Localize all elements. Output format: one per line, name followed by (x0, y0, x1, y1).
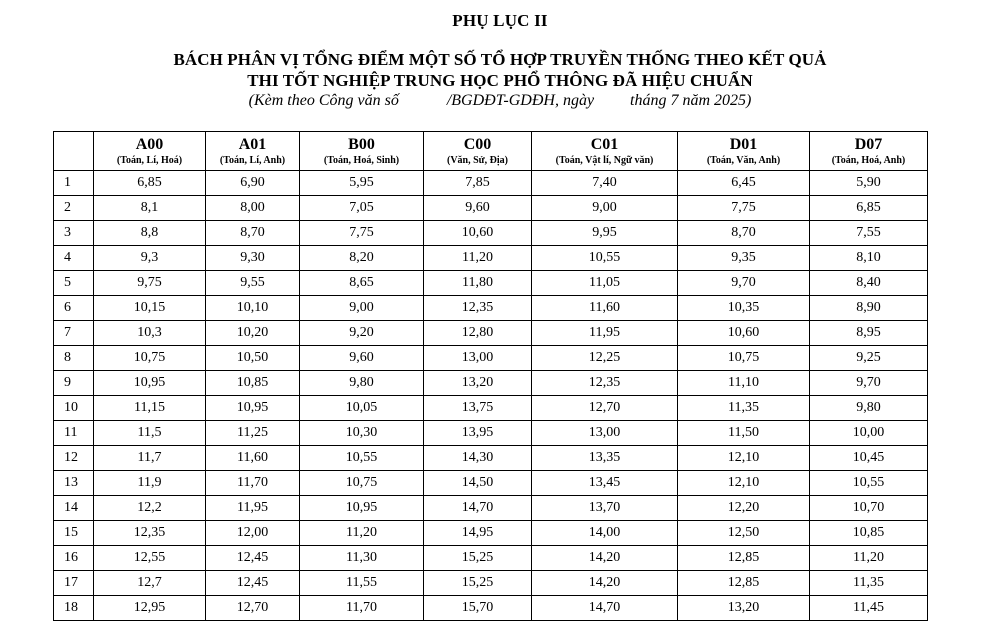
score-cell: 11,50 (678, 421, 810, 446)
score-cell: 11,20 (424, 246, 532, 271)
table-row (54, 196, 928, 221)
header-cell (206, 132, 300, 171)
score-cell: 10,10 (206, 296, 300, 321)
score-cell: 8,20 (300, 246, 424, 271)
score-cell: 10,15 (94, 296, 206, 321)
score-cell: 5,90 (810, 171, 928, 196)
score-cell: 13,70 (532, 496, 678, 521)
score-cell: 11,20 (300, 521, 424, 546)
appendix-title: PHỤ LỤC II (452, 11, 548, 30)
rank-cell: 12 (54, 446, 94, 471)
score-cell: 13,00 (424, 346, 532, 371)
table-row (54, 546, 928, 571)
score-cell: 9,00 (532, 196, 678, 221)
rank-cell: 18 (54, 596, 94, 621)
score-cell: 12,00 (206, 521, 300, 546)
rank-cell: 11 (54, 421, 94, 446)
score-cell: 12,55 (94, 546, 206, 571)
rank-cell: 14 (54, 496, 94, 521)
score-cell: 12,25 (532, 346, 678, 371)
score-cell: 11,25 (206, 421, 300, 446)
document-subtitle: (Kèm theo Công văn số /BGDĐT-GDĐH, ngày tháng 7 năm 2025) (248, 92, 752, 109)
score-cell: 11,70 (206, 471, 300, 496)
score-cell: 9,60 (300, 346, 424, 371)
score-cell: 6,90 (206, 171, 300, 196)
score-cell: 10,3 (94, 321, 206, 346)
rank-cell: 2 (54, 196, 94, 221)
score-cell: 13,45 (532, 471, 678, 496)
score-cell: 10,85 (810, 521, 928, 546)
combination-code: C01 (590, 135, 619, 153)
score-cell: 12,35 (94, 521, 206, 546)
rank-cell: 15 (54, 521, 94, 546)
score-cell: 12,80 (424, 321, 532, 346)
score-cell: 9,95 (532, 221, 678, 246)
score-cell: 10,30 (300, 421, 424, 446)
score-cell: 9,00 (300, 296, 424, 321)
score-cell: 8,65 (300, 271, 424, 296)
score-cell: 11,20 (810, 546, 928, 571)
score-cell: 8,90 (810, 296, 928, 321)
main-title-line-1: BÁCH PHÂN VỊ TỔNG ĐIỂM MỘT SỐ TỔ HỢP TRUYỀN THỐNG THEO KẾT QUẢ (173, 50, 827, 69)
score-cell: 11,35 (678, 396, 810, 421)
score-cell: 11,5 (94, 421, 206, 446)
score-cell: 12,85 (678, 571, 810, 596)
score-cell: 11,95 (206, 496, 300, 521)
score-cell: 9,60 (424, 196, 532, 221)
score-cell: 8,40 (810, 271, 928, 296)
score-cell: 10,00 (810, 421, 928, 446)
main-title-line-2: THI TỐT NGHIỆP TRUNG HỌC PHỔ THÔNG ĐÃ HIỆU CHUẨN (247, 71, 753, 90)
combination-code: B00 (348, 135, 375, 153)
table-row (54, 271, 928, 296)
score-cell: 10,95 (300, 496, 424, 521)
score-cell: 11,60 (206, 446, 300, 471)
score-cell: 8,70 (678, 221, 810, 246)
table-row (54, 296, 928, 321)
score-cell: 7,75 (300, 221, 424, 246)
score-cell: 8,8 (94, 221, 206, 246)
percentile-table (53, 131, 928, 621)
score-cell: 12,2 (94, 496, 206, 521)
score-cell: 13,35 (532, 446, 678, 471)
score-cell: 8,95 (810, 321, 928, 346)
header-cell (424, 132, 532, 171)
table-row (54, 396, 928, 421)
rank-cell: 10 (54, 396, 94, 421)
table-row (54, 246, 928, 271)
score-cell: 5,95 (300, 171, 424, 196)
table-row (54, 471, 928, 496)
rank-cell: 7 (54, 321, 94, 346)
score-cell: 12,10 (678, 471, 810, 496)
combination-subjects: (Toán, Lí, Hoá) (116, 154, 183, 166)
score-cell: 10,70 (810, 496, 928, 521)
combination-subjects: (Toán, Vật lí, Ngữ văn) (555, 154, 654, 166)
table-row (54, 321, 928, 346)
combination-subjects: (Toán, Lí, Anh) (219, 154, 286, 166)
rank-cell: 6 (54, 296, 94, 321)
table-row (54, 596, 928, 621)
header-cell (810, 132, 928, 171)
table-header (54, 132, 928, 171)
score-cell: 14,20 (532, 571, 678, 596)
header-rank-cell (54, 132, 94, 171)
score-cell: 14,30 (424, 446, 532, 471)
score-cell: 10,75 (94, 346, 206, 371)
table-row (54, 371, 928, 396)
table-row (54, 346, 928, 371)
header-cell (678, 132, 810, 171)
rank-cell: 3 (54, 221, 94, 246)
score-cell: 8,70 (206, 221, 300, 246)
table-row (54, 496, 928, 521)
combination-code: A01 (238, 135, 267, 153)
score-cell: 12,7 (94, 571, 206, 596)
score-cell: 10,55 (300, 446, 424, 471)
score-cell: 7,05 (300, 196, 424, 221)
score-cell: 8,1 (94, 196, 206, 221)
table-row (54, 171, 928, 196)
score-cell: 10,85 (206, 371, 300, 396)
score-cell: 10,05 (300, 396, 424, 421)
score-cell: 11,7 (94, 446, 206, 471)
score-cell: 10,55 (532, 246, 678, 271)
combination-code: C00 (463, 135, 492, 153)
score-cell: 10,75 (678, 346, 810, 371)
score-cell: 14,95 (424, 521, 532, 546)
score-cell: 12,35 (532, 371, 678, 396)
score-cell: 9,70 (678, 271, 810, 296)
score-cell: 12,45 (206, 571, 300, 596)
rank-cell: 17 (54, 571, 94, 596)
score-cell: 9,3 (94, 246, 206, 271)
score-cell: 6,45 (678, 171, 810, 196)
combination-subjects: (Toán, Hoá, Sinh) (323, 154, 400, 166)
score-cell: 11,55 (300, 571, 424, 596)
score-cell: 12,85 (678, 546, 810, 571)
table-row (54, 221, 928, 246)
score-cell: 10,55 (810, 471, 928, 496)
score-cell: 9,70 (810, 371, 928, 396)
score-cell: 8,10 (810, 246, 928, 271)
score-cell: 14,70 (532, 596, 678, 621)
score-cell: 12,20 (678, 496, 810, 521)
combination-code: D07 (854, 135, 883, 153)
score-cell: 11,30 (300, 546, 424, 571)
header-cell (300, 132, 424, 171)
score-cell: 13,00 (532, 421, 678, 446)
score-cell: 13,75 (424, 396, 532, 421)
score-cell: 15,25 (424, 546, 532, 571)
score-cell: 9,80 (810, 396, 928, 421)
score-cell: 11,60 (532, 296, 678, 321)
score-cell: 7,55 (810, 221, 928, 246)
rank-cell: 9 (54, 371, 94, 396)
table-row (54, 421, 928, 446)
score-cell: 13,20 (424, 371, 532, 396)
score-cell: 10,95 (94, 371, 206, 396)
score-cell: 7,85 (424, 171, 532, 196)
table-row (54, 571, 928, 596)
table-row (54, 446, 928, 471)
score-cell: 11,95 (532, 321, 678, 346)
score-cell: 11,15 (94, 396, 206, 421)
score-cell: 9,25 (810, 346, 928, 371)
score-cell: 12,45 (206, 546, 300, 571)
table-row (54, 521, 928, 546)
combination-subjects: (Toán, Hoá, Anh) (831, 154, 906, 166)
score-cell: 9,35 (678, 246, 810, 271)
combination-subjects: (Toán, Văn, Anh) (706, 154, 781, 166)
score-cell: 7,75 (678, 196, 810, 221)
header-row (54, 132, 928, 171)
score-cell: 8,00 (206, 196, 300, 221)
score-cell: 11,70 (300, 596, 424, 621)
score-cell: 9,80 (300, 371, 424, 396)
rank-cell: 13 (54, 471, 94, 496)
rank-cell: 16 (54, 546, 94, 571)
score-cell: 9,75 (94, 271, 206, 296)
score-cell: 11,9 (94, 471, 206, 496)
score-cell: 9,30 (206, 246, 300, 271)
score-cell: 10,50 (206, 346, 300, 371)
score-cell: 7,40 (532, 171, 678, 196)
score-cell: 12,70 (532, 396, 678, 421)
score-cell: 11,80 (424, 271, 532, 296)
score-cell: 10,20 (206, 321, 300, 346)
score-cell: 11,35 (810, 571, 928, 596)
score-cell: 11,45 (810, 596, 928, 621)
score-cell: 6,85 (810, 196, 928, 221)
score-cell: 9,55 (206, 271, 300, 296)
score-cell: 10,75 (300, 471, 424, 496)
score-cell: 12,50 (678, 521, 810, 546)
header-cell (94, 132, 206, 171)
main-title (0, 49, 1000, 91)
rank-cell: 4 (54, 246, 94, 271)
score-cell: 10,60 (424, 221, 532, 246)
combination-subjects: (Văn, Sử, Địa) (446, 154, 508, 166)
score-cell: 10,35 (678, 296, 810, 321)
score-cell: 12,35 (424, 296, 532, 321)
score-cell: 14,70 (424, 496, 532, 521)
score-cell: 14,20 (532, 546, 678, 571)
score-cell: 10,95 (206, 396, 300, 421)
rank-cell: 8 (54, 346, 94, 371)
score-cell: 12,10 (678, 446, 810, 471)
rank-cell: 1 (54, 171, 94, 196)
score-cell: 13,20 (678, 596, 810, 621)
score-cell: 10,45 (810, 446, 928, 471)
score-cell: 6,85 (94, 171, 206, 196)
score-cell: 15,70 (424, 596, 532, 621)
score-cell: 13,95 (424, 421, 532, 446)
score-cell: 14,50 (424, 471, 532, 496)
score-cell: 12,70 (206, 596, 300, 621)
combination-code: A00 (135, 135, 164, 153)
score-cell: 12,95 (94, 596, 206, 621)
rank-cell: 5 (54, 271, 94, 296)
score-cell: 10,60 (678, 321, 810, 346)
score-cell: 15,25 (424, 571, 532, 596)
combination-code: D01 (729, 135, 758, 153)
table-body (54, 171, 928, 621)
header-cell (532, 132, 678, 171)
score-cell: 11,10 (678, 371, 810, 396)
score-cell: 9,20 (300, 321, 424, 346)
score-cell: 14,00 (532, 521, 678, 546)
score-cell: 11,05 (532, 271, 678, 296)
